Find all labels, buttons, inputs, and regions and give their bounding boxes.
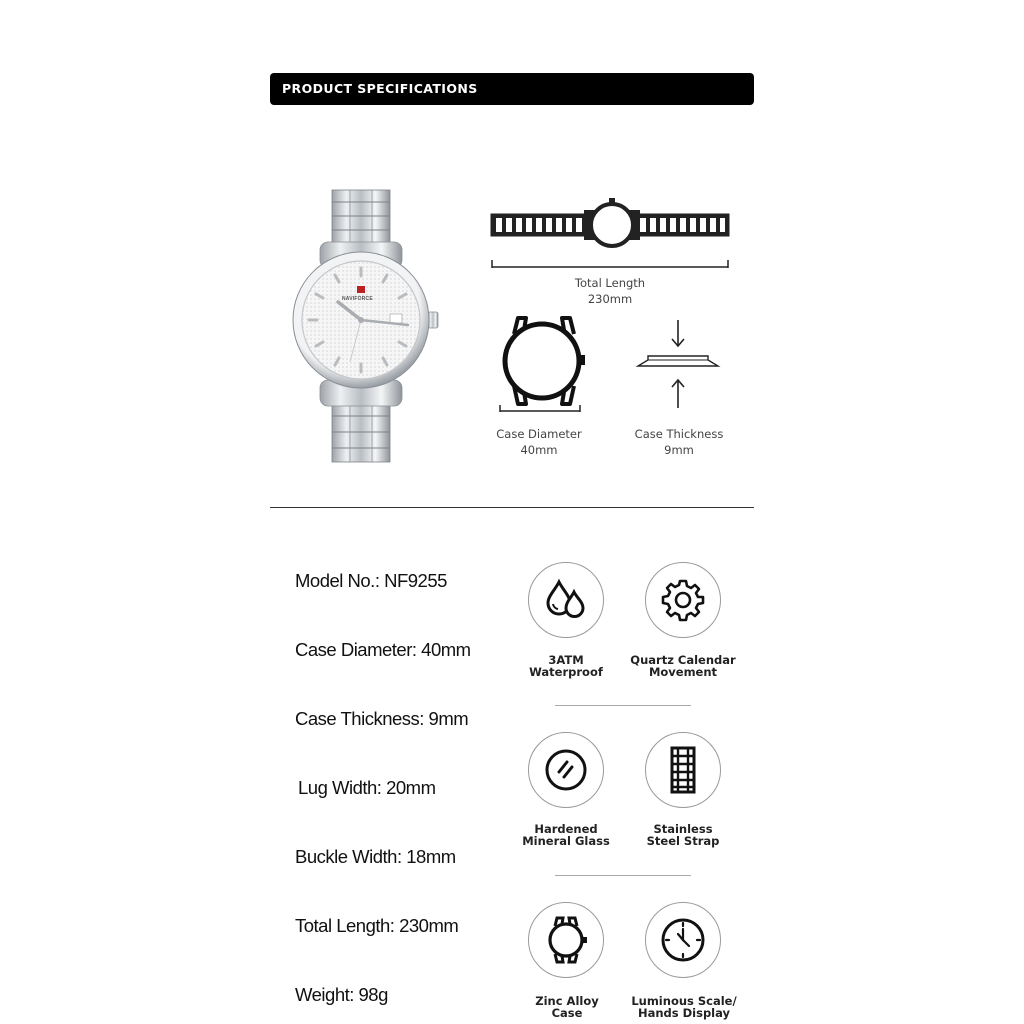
total-length-caption: [560, 275, 660, 307]
feature-movement: [645, 562, 721, 638]
case-diameter-label: Case Diameter: [496, 427, 582, 441]
glass-icon: [544, 748, 588, 792]
case-thickness-diagram: [634, 318, 724, 410]
feature-luminous: [645, 902, 721, 978]
feature-line: Quartz Calendar: [630, 653, 736, 667]
gear-icon: [661, 578, 705, 622]
feature-line: Mineral Glass: [522, 834, 610, 848]
total-length-label: Total Length: [574, 276, 646, 290]
feature-line: Zinc Alloy: [535, 994, 599, 1008]
watch-photo: [290, 186, 450, 468]
case-diameter-diagram: [496, 312, 590, 416]
spec-lug-width: Lug Width: 20mm: [298, 777, 436, 798]
feature-line: 3ATM: [548, 653, 584, 667]
feature-movement-label: [618, 654, 748, 678]
feature-case: [528, 902, 604, 978]
spec-case-thickness: Case Thickness: 9mm: [295, 708, 469, 729]
feature-glass-label: [501, 823, 631, 847]
watch-case-icon: [542, 915, 590, 965]
water-drops-icon: [544, 578, 588, 622]
case-thickness-label: Case Thickness: [634, 427, 724, 441]
case-diameter-caption: [489, 426, 589, 458]
feature-line: Steel Strap: [646, 834, 720, 848]
case-diameter-value: 40mm: [520, 443, 558, 457]
case-thickness-caption: [629, 426, 729, 458]
spec-buckle-width: Buckle Width: 18mm: [295, 846, 456, 867]
total-length-value: 230mm: [587, 292, 633, 306]
section-header: [270, 73, 754, 105]
feature-waterproof-label: [501, 654, 631, 678]
feature-waterproof: [528, 562, 604, 638]
feature-glass: [528, 732, 604, 808]
spec-case-diameter: Case Diameter: 40mm: [295, 639, 471, 660]
spec-model-number: Model No.: NF9255: [295, 570, 447, 591]
feature-separator: [555, 875, 691, 876]
feature-line: Waterproof: [529, 665, 603, 679]
feature-case-label: [502, 995, 632, 1019]
strap-length-diagram: [488, 196, 734, 272]
feature-separator: [555, 705, 691, 706]
feature-line: Hardened: [534, 822, 598, 836]
feature-line: Stainless: [653, 822, 713, 836]
strap-icon: [661, 745, 705, 795]
section-title: PRODUCT SPECIFICATIONS: [282, 81, 478, 96]
feature-line: Case: [551, 1006, 583, 1020]
spec-weight: Weight: 98g: [295, 984, 388, 1005]
feature-strap: [645, 732, 721, 808]
feature-luminous-label: [619, 995, 749, 1019]
feature-line: Hands Display: [637, 1006, 731, 1020]
feature-strap-label: [618, 823, 748, 847]
spec-total-length: Total Length: 230mm: [295, 915, 459, 936]
feature-line: Luminous Scale/: [631, 994, 737, 1008]
clock-icon: [659, 916, 707, 964]
feature-line: Movement: [648, 665, 718, 679]
section-divider: [270, 507, 754, 508]
case-thickness-value: 9mm: [664, 443, 694, 457]
watch-brand-logo: NAVIFORCE: [342, 296, 373, 302]
